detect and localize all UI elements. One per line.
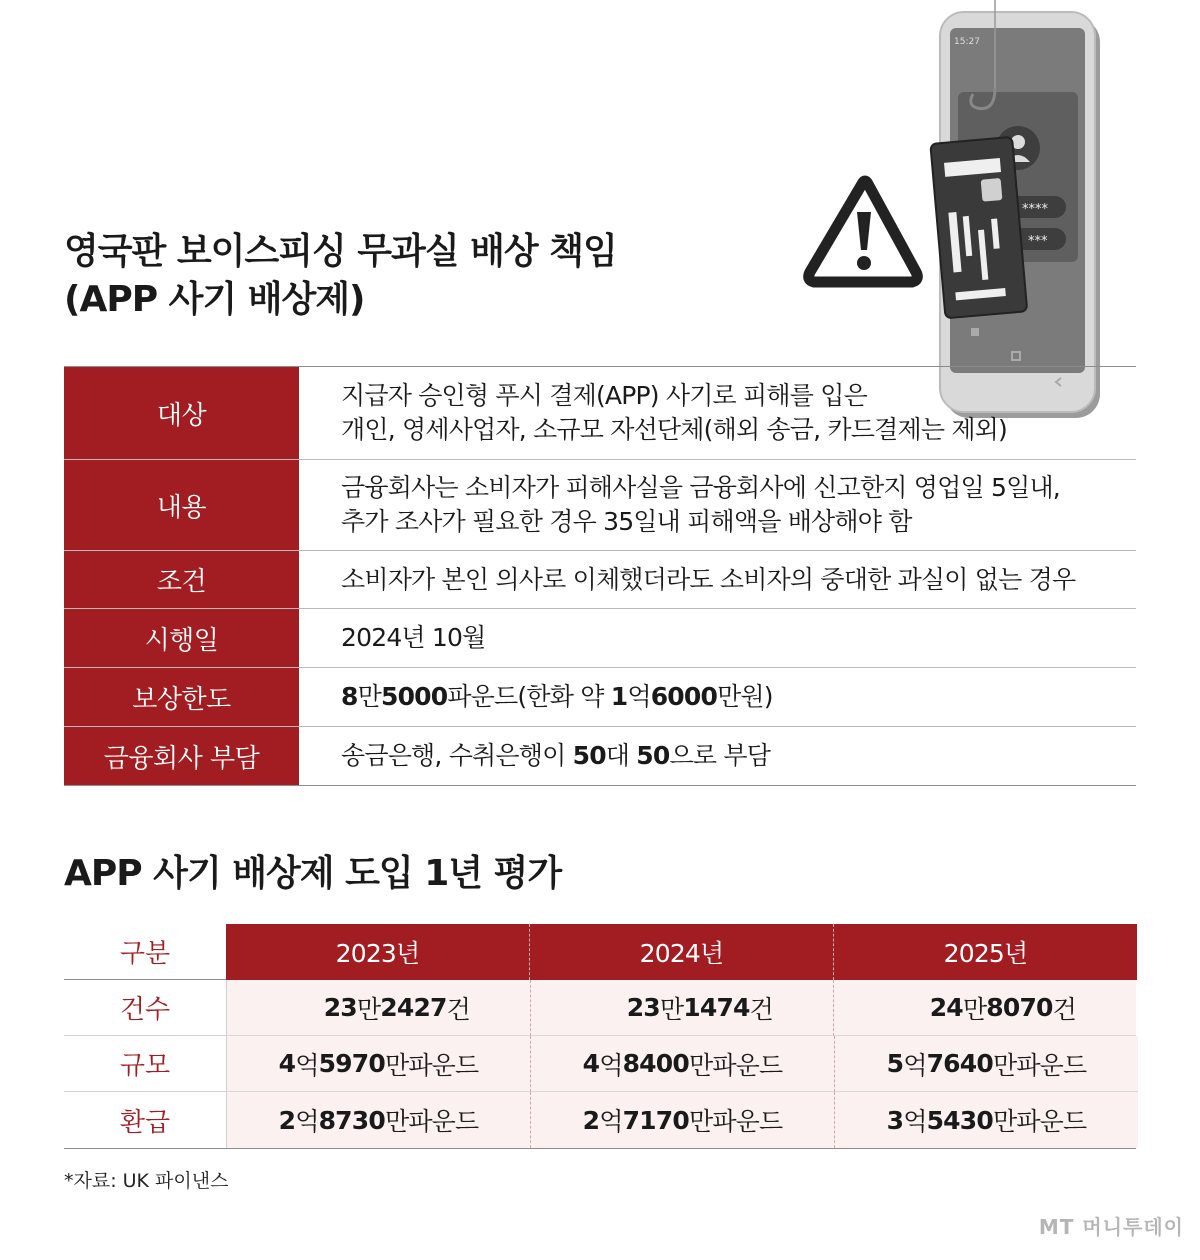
policy-row (64, 609, 1136, 668)
policy-row-value (299, 367, 1007, 459)
text-run: 지급자 승인형 푸시 결제(APP) 사기로 피해를 입은 (341, 381, 867, 410)
text-run: 건 (749, 994, 773, 1024)
text-run: 송금은행, 수취은행이 (341, 741, 573, 770)
eval-cell (530, 1036, 834, 1092)
policy-row (64, 551, 1136, 609)
eval-header-row (64, 924, 1136, 980)
text-run: 23 (626, 993, 660, 1022)
eval-cell (834, 1092, 1138, 1148)
text-run: 억 (903, 1050, 927, 1080)
text-run: 만파운드 (688, 1107, 783, 1136)
eval-header-year: 2024년 (529, 924, 833, 980)
policy-row (64, 727, 1136, 786)
policy-row (64, 668, 1136, 727)
text-run: 4 (582, 1049, 600, 1078)
text-run: 소비자가 본인 의사로 이체했더라도 소비자의 중대한 과실이 없는 경우 (341, 564, 1076, 594)
text-run: 3 (886, 1105, 904, 1135)
text-run: 2 (582, 1105, 600, 1135)
policy-row-label: 내용 (64, 460, 299, 550)
policy-line (341, 413, 1007, 447)
text-run: 2024년 10월 (341, 623, 486, 652)
policy-line (341, 471, 1060, 505)
text-run: 5000 (380, 682, 448, 711)
text-run: 만파운드 (384, 1050, 479, 1080)
text-run: 억 (627, 682, 651, 711)
text-run: 만원) (717, 682, 773, 711)
text-run: 8400 (622, 1049, 689, 1078)
text-run: 개인, 영세사업자, 소규모 자선단체(해외 송금, 카드결제는 제외) (341, 415, 1007, 444)
phone-time: 15:27 (954, 37, 980, 47)
text-run: 2427 (380, 993, 447, 1022)
phishing-illustration (800, 0, 1130, 420)
policy-line (341, 621, 485, 655)
eval-cell (833, 980, 1136, 1036)
text-run: 건 (1052, 994, 1076, 1024)
policy-line (341, 680, 773, 714)
text-run: 파운드(한화 약 (447, 682, 611, 711)
policy-row-value (299, 668, 773, 726)
policy-line (341, 563, 1075, 597)
policy-row-label: 금융회사 부담 (64, 727, 299, 785)
text-run: 5 (886, 1049, 904, 1078)
text-run: 1 (610, 682, 628, 711)
text-run: 50 (572, 741, 606, 770)
text-run: 만파운드 (992, 1050, 1087, 1080)
text-run: 만파운드 (688, 1050, 783, 1080)
eval-row (64, 980, 1136, 1036)
text-run: 억 (599, 1107, 623, 1136)
text-run: 5970 (318, 1049, 385, 1078)
eval-table (64, 924, 1136, 1149)
text-run: 만파운드 (992, 1107, 1087, 1136)
text-run: 억 (295, 1050, 319, 1080)
text-run: 8730 (318, 1105, 385, 1135)
text-run: 으로 부담 (669, 741, 771, 770)
eval-cell (227, 1036, 530, 1092)
policy-row-value (299, 727, 770, 785)
text-run: 억 (599, 1050, 623, 1080)
text-run: 만 (357, 682, 381, 711)
text-run: 금융회사는 소비자가 피해사실을 금융회사에 신고한지 영업일 5일내, (341, 473, 1060, 502)
eval-cell (530, 1092, 834, 1148)
text-run: 50 (636, 741, 670, 770)
eval-cell (227, 1092, 530, 1148)
text-run: 만파운드 (384, 1107, 479, 1136)
policy-line (341, 505, 1060, 539)
text-run: 2 (278, 1105, 296, 1135)
policy-row-value (299, 609, 485, 667)
main-title-line2: (APP 사기 배상제) (64, 279, 365, 320)
text-run: 8070 (986, 993, 1053, 1022)
text-run: 24 (929, 993, 963, 1022)
policy-table (64, 366, 1136, 786)
publisher-logo: MT 머니투데이 (1038, 1215, 1184, 1239)
eval-row (64, 1036, 1136, 1092)
eval-cell (227, 980, 530, 1036)
eval-row-label: 규모 (64, 1036, 227, 1092)
eval-header-label: 구분 (64, 924, 226, 980)
eval-header-year: 2023년 (226, 924, 529, 980)
text-run: 7170 (622, 1105, 689, 1135)
text-run: 만 (356, 994, 381, 1024)
phone-mask1: **** (1022, 202, 1048, 217)
policy-row-label: 조건 (64, 551, 299, 608)
policy-row-value (299, 551, 1075, 608)
policy-line (341, 739, 770, 773)
text-run: 23 (323, 993, 357, 1022)
text-run: 만 (962, 994, 987, 1024)
text-run: 만 (659, 994, 684, 1024)
text-run: 억 (295, 1107, 319, 1136)
eval-row (64, 1092, 1136, 1148)
policy-row-label: 시행일 (64, 609, 299, 667)
text-run: 억 (903, 1107, 927, 1136)
text-run: 6000 (650, 682, 718, 711)
text-run: 건 (446, 994, 470, 1024)
eval-cell (530, 980, 833, 1036)
policy-row (64, 367, 1136, 460)
eval-header-year: 2025년 (833, 924, 1137, 980)
policy-line (341, 379, 1007, 413)
policy-row-value (299, 460, 1060, 550)
eval-row-label: 건수 (64, 980, 227, 1036)
text-run: 4 (278, 1049, 296, 1078)
policy-row (64, 460, 1136, 551)
eval-title: APP 사기 배상제 도입 1년 평가 (64, 853, 562, 894)
text-run: 5430 (926, 1105, 993, 1135)
eval-row-label: 환급 (64, 1092, 227, 1148)
text-run: 대 (605, 741, 637, 770)
text-run: 8 (341, 682, 358, 711)
main-title (64, 228, 617, 324)
phone-mask2: *** (1028, 234, 1048, 249)
text-run: 추가 조사가 필요한 경우 35일내 피해액을 배상해야 함 (341, 507, 912, 536)
policy-row-label: 대상 (64, 367, 299, 459)
eval-cell (834, 1036, 1138, 1092)
main-title-line1: 영국판 보이스피싱 무과실 배상 책임 (64, 231, 617, 272)
source-note: *자료: UK 파이낸스 (64, 1170, 229, 1192)
policy-row-label: 보상한도 (64, 668, 299, 726)
text-run: 7640 (926, 1049, 993, 1078)
text-run: 1474 (683, 993, 750, 1022)
